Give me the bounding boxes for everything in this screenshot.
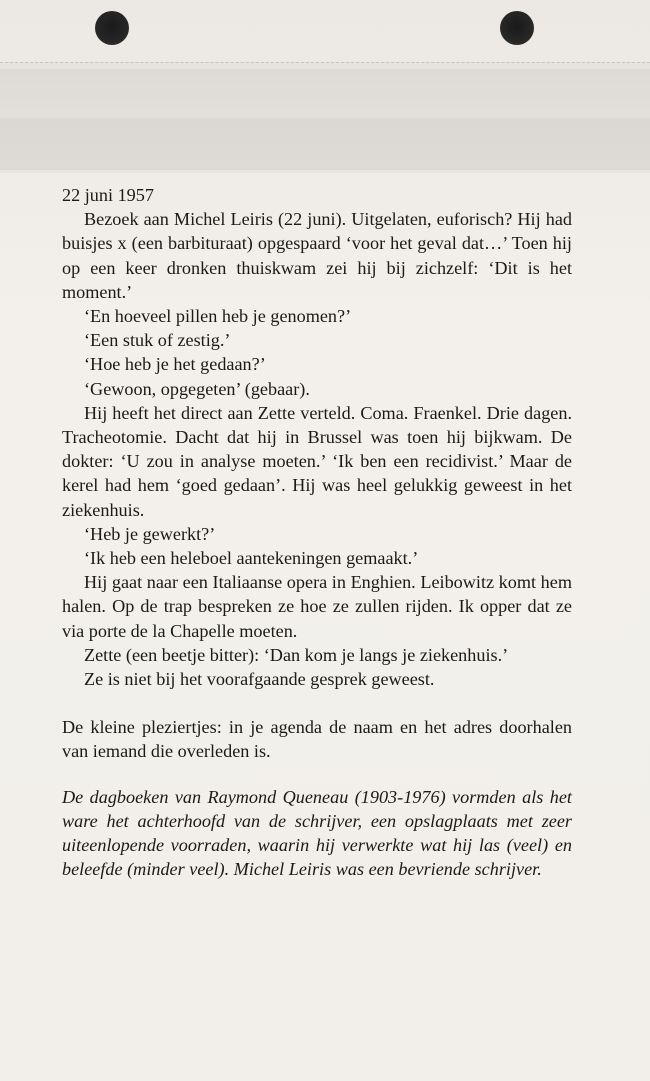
- binding-hole-left: [95, 11, 129, 45]
- binding-hole-right: [500, 11, 534, 45]
- paragraph: ‘Heb je gewerkt?’: [84, 523, 216, 544]
- paragraph: ‘En hoeveel pillen heb je genomen?’: [84, 306, 352, 327]
- perforation-line: [0, 62, 650, 69]
- paragraph: ‘Ik heb een heleboel aantekeningen gemaakt.’: [84, 548, 419, 569]
- paragraph: ‘Gewoon, opgegeten’ (gebaar).: [84, 378, 310, 399]
- editorial-note: De dagboeken van Raymond Queneau (1903-1976) vormden als het ware het achterhoofd van de schrijver, een opslagplaats met zeer uiteenlopende voorraden, waarin hij verwerkte wat hij las (veel) en beleefde (minder veel). Michel Leiris was een bevriende schrijver.: [62, 786, 572, 880]
- paragraph: Hij gaat naar een Italiaanse opera in Enghien. Leibowitz komt hem halen. Op de trap bespreken ze hoe ze zullen rijden. Ik opper dat ze via porte de la Chapelle moeten.: [62, 572, 572, 641]
- diary-text: [62, 183, 572, 881]
- paragraph: Hij heeft het direct aan Zette verteld. Coma. Fraenkel. Drie dagen. Tracheotomie. Dacht dat hij in Brussel was toen hij bijkwam. De dokter: ‘U zou in analyse moeten.’ ‘Ik ben een recidivist.’ Maar de kerel had hem ‘goed gedaan’. Hij was heel gelukkig geweest in het ziekenhuis.: [62, 402, 572, 520]
- paragraph: Ze is niet bij het voorafgaande gesprek geweest.: [84, 669, 435, 690]
- entry-date: 22 juni 1957: [62, 185, 154, 205]
- aside-paragraph: De kleine pleziertjes: in je agenda de naam en het adres doorhalen van iemand die overleden is.: [62, 717, 572, 762]
- paragraph: ‘Een stuk of zestig.’: [84, 330, 231, 351]
- paragraph: ‘Hoe heb je het gedaan?’: [84, 354, 266, 375]
- paragraph: Bezoek aan Michel Leiris (22 juni). Uitgelaten, euforisch? Hij had buisjes x (een barbituraat) opgespaard ‘voor het geval dat…’ Toen hij op een keer dronken thuiskwam zei hij bij zichzelf: ‘Dit is het moment.’: [62, 209, 572, 302]
- show-through-header: [0, 118, 650, 170]
- paragraph: Zette (een beetje bitter): ‘Dan kom je langs je ziekenhuis.’: [84, 644, 509, 665]
